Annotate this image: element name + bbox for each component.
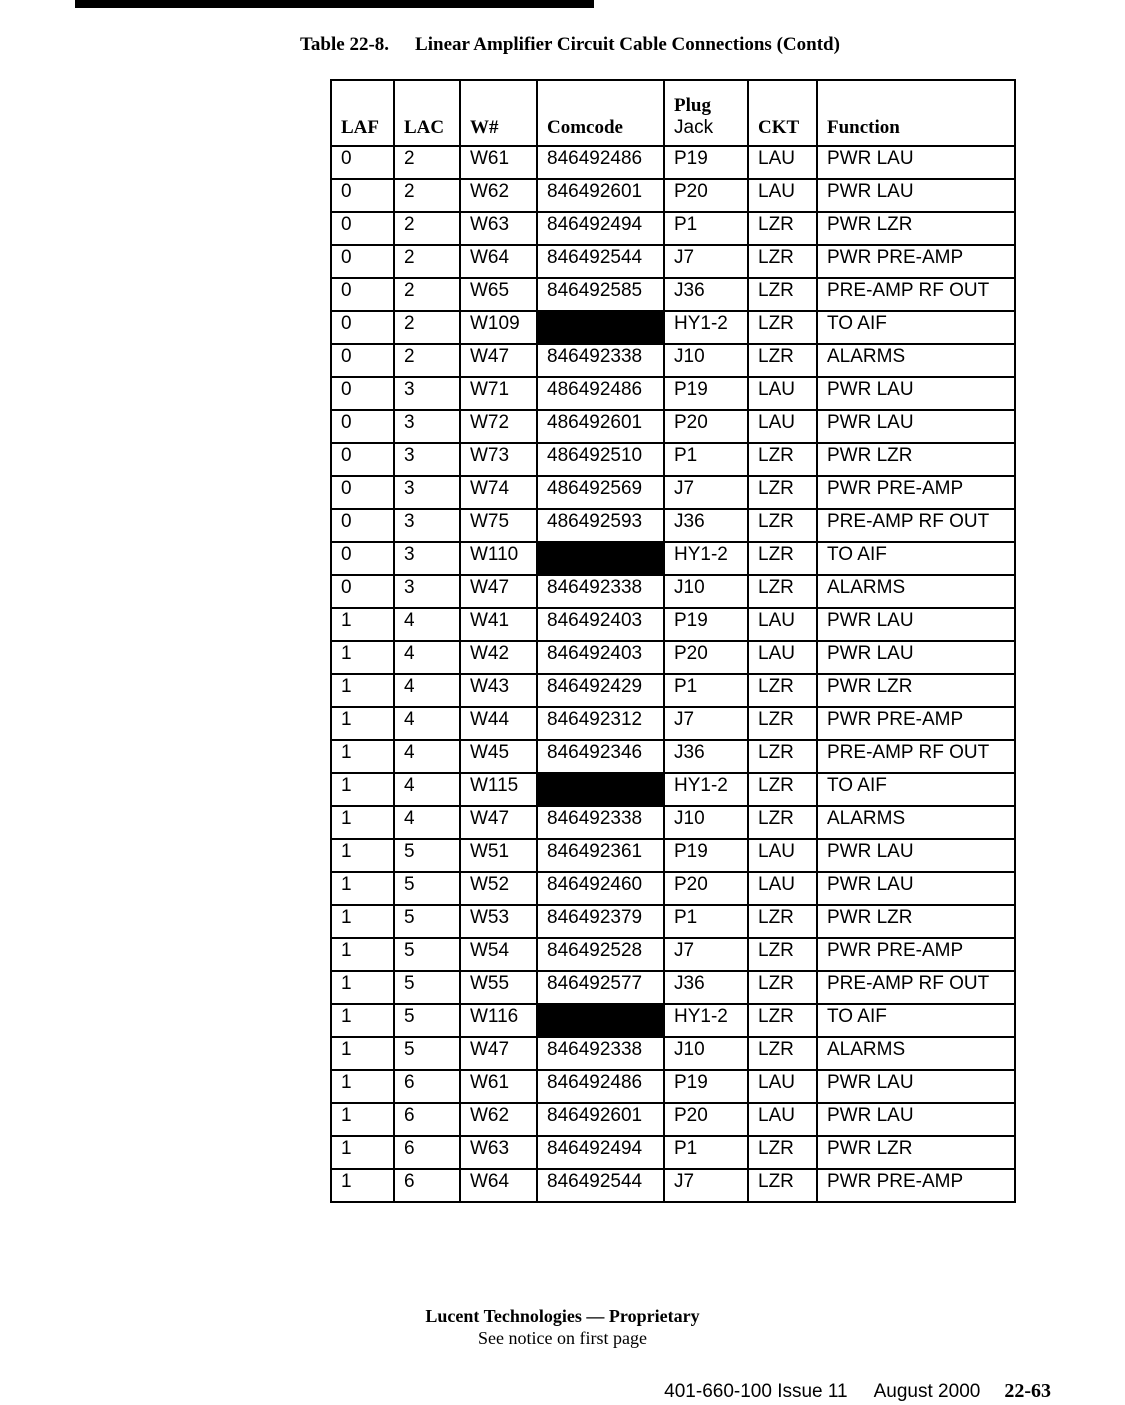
cell-laf: 1 (331, 1169, 394, 1202)
cell-ckt: LZR (748, 1037, 817, 1070)
cell-wnum: W72 (460, 410, 537, 443)
cell-laf: 1 (331, 608, 394, 641)
cell-ckt: LZR (748, 245, 817, 278)
cell-laf: 1 (331, 1103, 394, 1136)
cell-laf: 1 (331, 938, 394, 971)
cell-ckt: LZR (748, 1136, 817, 1169)
cell-function: TO AIF (817, 542, 1015, 575)
cell-wnum: W52 (460, 872, 537, 905)
page-number: 22-63 (1004, 1380, 1051, 1402)
cell-plug-jack: P20 (664, 1103, 748, 1136)
cell-wnum: W47 (460, 344, 537, 377)
cell-laf: 1 (331, 1004, 394, 1037)
cell-plug-jack: P1 (664, 674, 748, 707)
table-row (331, 641, 1015, 674)
cell-comcode: 846492494 (537, 212, 664, 245)
cell-wnum: W109 (460, 311, 537, 344)
footer-notice: See notice on first page (478, 1328, 647, 1348)
cell-ckt: LAU (748, 179, 817, 212)
cell-function: ALARMS (817, 575, 1015, 608)
cell-lac: 3 (394, 542, 460, 575)
cell-laf: 0 (331, 245, 394, 278)
table-row (331, 146, 1015, 179)
cell-plug-jack: HY1-2 (664, 773, 748, 806)
cell-ckt: LZR (748, 476, 817, 509)
cell-comcode: 846492312 (537, 707, 664, 740)
table-caption (300, 34, 840, 56)
cell-lac: 5 (394, 938, 460, 971)
cell-function: PWR PRE-AMP (817, 707, 1015, 740)
cell-ckt: LAU (748, 146, 817, 179)
cell-function: PWR LAU (817, 146, 1015, 179)
cell-comcode: 846492544 (537, 1169, 664, 1202)
cell-ckt: LAU (748, 377, 817, 410)
cell-function: TO AIF (817, 311, 1015, 344)
cell-laf: 0 (331, 278, 394, 311)
table-row (331, 443, 1015, 476)
cell-plug-jack: HY1-2 (664, 542, 748, 575)
cell-ckt: LZR (748, 1169, 817, 1202)
table-header-row (331, 80, 1015, 146)
cell-plug-jack: HY1-2 (664, 311, 748, 344)
table-row (331, 839, 1015, 872)
cell-plug-jack: P19 (664, 146, 748, 179)
cell-function: PWR LAU (817, 1103, 1015, 1136)
cell-wnum: W62 (460, 1103, 537, 1136)
cell-wnum: W116 (460, 1004, 537, 1037)
cell-comcode: 846492494 (537, 1136, 664, 1169)
cell-comcode (537, 773, 664, 806)
cell-plug-jack: P20 (664, 641, 748, 674)
cell-function: PWR LAU (817, 872, 1015, 905)
cell-lac: 4 (394, 773, 460, 806)
cell-laf: 1 (331, 971, 394, 1004)
cell-lac: 3 (394, 575, 460, 608)
cell-lac: 4 (394, 674, 460, 707)
cable-connections-table (330, 79, 1016, 1203)
cell-laf: 1 (331, 1136, 394, 1169)
cell-function: PWR PRE-AMP (817, 476, 1015, 509)
cell-comcode: 846492486 (537, 146, 664, 179)
cell-function: PWR LAU (817, 839, 1015, 872)
cell-function: PRE-AMP RF OUT (817, 509, 1015, 542)
cell-ckt: LAU (748, 410, 817, 443)
header-lac: LAC (394, 80, 460, 146)
cell-wnum: W65 (460, 278, 537, 311)
cell-lac: 4 (394, 707, 460, 740)
table-row (331, 872, 1015, 905)
cell-lac: 2 (394, 245, 460, 278)
cell-lac: 6 (394, 1136, 460, 1169)
cell-comcode (537, 542, 664, 575)
cell-lac: 3 (394, 476, 460, 509)
table-row (331, 377, 1015, 410)
cell-function: TO AIF (817, 1004, 1015, 1037)
cell-comcode: 846492585 (537, 278, 664, 311)
cell-laf: 1 (331, 839, 394, 872)
cell-function: PWR PRE-AMP (817, 1169, 1015, 1202)
table-row (331, 740, 1015, 773)
cell-function: PWR LAU (817, 410, 1015, 443)
cell-wnum: W43 (460, 674, 537, 707)
cell-comcode (537, 1004, 664, 1037)
cell-wnum: W55 (460, 971, 537, 1004)
table-row (331, 476, 1015, 509)
cell-lac: 5 (394, 1037, 460, 1070)
cell-comcode: 846492361 (537, 839, 664, 872)
cell-wnum: W61 (460, 146, 537, 179)
cell-lac: 3 (394, 509, 460, 542)
cell-wnum: W110 (460, 542, 537, 575)
cell-ckt: LZR (748, 1004, 817, 1037)
cell-ckt: LZR (748, 212, 817, 245)
cell-comcode: 486492569 (537, 476, 664, 509)
table-title: Linear Amplifier Circuit Cable Connections (Contd) (415, 34, 840, 55)
cell-plug-jack: P20 (664, 872, 748, 905)
cell-function: TO AIF (817, 773, 1015, 806)
cell-laf: 1 (331, 740, 394, 773)
cell-laf: 1 (331, 641, 394, 674)
top-rule (75, 0, 594, 8)
footer-company: Lucent Technologies — Proprietary (425, 1306, 700, 1326)
cell-laf: 0 (331, 509, 394, 542)
cell-laf: 1 (331, 806, 394, 839)
cell-comcode: 486492510 (537, 443, 664, 476)
table-row (331, 278, 1015, 311)
cell-ckt: LAU (748, 1103, 817, 1136)
table-row (331, 971, 1015, 1004)
cell-ckt: LZR (748, 905, 817, 938)
cell-function: PWR LZR (817, 212, 1015, 245)
table-row (331, 410, 1015, 443)
cell-comcode: 846492486 (537, 1070, 664, 1103)
cell-plug-jack: J7 (664, 1169, 748, 1202)
cell-plug-jack: P19 (664, 608, 748, 641)
cell-ckt: LZR (748, 971, 817, 1004)
cell-lac: 2 (394, 179, 460, 212)
cell-wnum: W45 (460, 740, 537, 773)
cell-plug-jack: J36 (664, 509, 748, 542)
cell-wnum: W47 (460, 806, 537, 839)
cell-plug-jack: J36 (664, 278, 748, 311)
cell-comcode: 846492601 (537, 179, 664, 212)
cell-function: ALARMS (817, 1037, 1015, 1070)
cell-lac: 6 (394, 1103, 460, 1136)
table-row (331, 773, 1015, 806)
cell-comcode: 846492403 (537, 641, 664, 674)
cell-lac: 4 (394, 608, 460, 641)
cell-wnum: W71 (460, 377, 537, 410)
cell-lac: 2 (394, 344, 460, 377)
cell-laf: 0 (331, 476, 394, 509)
cell-comcode: 486492601 (537, 410, 664, 443)
cell-wnum: W64 (460, 1169, 537, 1202)
cell-function: PWR LZR (817, 905, 1015, 938)
cell-function: PRE-AMP RF OUT (817, 278, 1015, 311)
cell-wnum: W73 (460, 443, 537, 476)
cell-ckt: LAU (748, 641, 817, 674)
cell-plug-jack: J7 (664, 476, 748, 509)
cell-laf: 1 (331, 674, 394, 707)
cell-ckt: LAU (748, 872, 817, 905)
cell-comcode: 486492486 (537, 377, 664, 410)
cell-ckt: LZR (748, 575, 817, 608)
cell-ckt: LZR (748, 278, 817, 311)
cell-ckt: LAU (748, 1070, 817, 1103)
cell-plug-jack: P1 (664, 212, 748, 245)
cell-wnum: W74 (460, 476, 537, 509)
cell-laf: 0 (331, 542, 394, 575)
header-laf: LAF (331, 80, 394, 146)
cell-function: PWR LZR (817, 443, 1015, 476)
header-jack: Jack (674, 117, 714, 138)
cell-comcode: 846492601 (537, 1103, 664, 1136)
cell-wnum: W42 (460, 641, 537, 674)
cell-ckt: LZR (748, 311, 817, 344)
cell-wnum: W47 (460, 1037, 537, 1070)
table-row (331, 245, 1015, 278)
cell-ckt: LZR (748, 707, 817, 740)
table-row (331, 1070, 1015, 1103)
cell-wnum: W64 (460, 245, 537, 278)
cell-wnum: W44 (460, 707, 537, 740)
cell-lac: 5 (394, 839, 460, 872)
cell-plug-jack: P1 (664, 1136, 748, 1169)
cell-function: PWR PRE-AMP (817, 245, 1015, 278)
cell-wnum: W63 (460, 212, 537, 245)
cell-lac: 2 (394, 146, 460, 179)
cell-wnum: W54 (460, 938, 537, 971)
cell-lac: 4 (394, 806, 460, 839)
cell-function: PWR LAU (817, 1070, 1015, 1103)
cell-plug-jack: J7 (664, 707, 748, 740)
cell-comcode (537, 311, 664, 344)
cell-plug-jack: P19 (664, 839, 748, 872)
cell-function: PWR LZR (817, 674, 1015, 707)
cell-comcode: 846492528 (537, 938, 664, 971)
header-plug: Plug (674, 95, 711, 116)
cell-lac: 5 (394, 905, 460, 938)
cell-ckt: LZR (748, 542, 817, 575)
cell-lac: 5 (394, 971, 460, 1004)
cell-plug-jack: HY1-2 (664, 1004, 748, 1037)
cell-lac: 2 (394, 311, 460, 344)
cell-laf: 1 (331, 707, 394, 740)
table-row (331, 707, 1015, 740)
cell-laf: 0 (331, 377, 394, 410)
cell-function: PRE-AMP RF OUT (817, 740, 1015, 773)
table-row (331, 179, 1015, 212)
cell-lac: 3 (394, 377, 460, 410)
cell-comcode: 846492338 (537, 1037, 664, 1070)
cell-plug-jack: J10 (664, 575, 748, 608)
table-row (331, 575, 1015, 608)
table-number: Table 22-8. (300, 34, 390, 55)
header-wnum: W# (460, 80, 537, 146)
cell-wnum: W75 (460, 509, 537, 542)
table-row (331, 212, 1015, 245)
cell-ckt: LZR (748, 806, 817, 839)
cell-plug-jack: P1 (664, 443, 748, 476)
table-row (331, 938, 1015, 971)
cell-ckt: LZR (748, 773, 817, 806)
cell-wnum: W41 (460, 608, 537, 641)
cell-lac: 4 (394, 740, 460, 773)
cell-plug-jack: J7 (664, 245, 748, 278)
cell-plug-jack: P20 (664, 410, 748, 443)
cell-ckt: LAU (748, 839, 817, 872)
cell-laf: 1 (331, 773, 394, 806)
cell-function: PWR LZR (817, 1136, 1015, 1169)
cell-laf: 1 (331, 872, 394, 905)
cell-lac: 4 (394, 641, 460, 674)
cell-plug-jack: P19 (664, 1070, 748, 1103)
cell-wnum: W61 (460, 1070, 537, 1103)
cell-comcode: 846492346 (537, 740, 664, 773)
cell-laf: 1 (331, 1070, 394, 1103)
cell-lac: 6 (394, 1070, 460, 1103)
header-ckt: CKT (748, 80, 817, 146)
cell-plug-jack: J10 (664, 344, 748, 377)
cell-lac: 2 (394, 212, 460, 245)
cell-ckt: LAU (748, 608, 817, 641)
cell-comcode: 846492379 (537, 905, 664, 938)
doc-number: 401-660-100 Issue 11 (664, 1381, 848, 1402)
cell-lac: 3 (394, 410, 460, 443)
cell-lac: 6 (394, 1169, 460, 1202)
cell-comcode: 846492338 (537, 575, 664, 608)
cell-comcode: 846492338 (537, 806, 664, 839)
cell-laf: 0 (331, 410, 394, 443)
cell-plug-jack: P1 (664, 905, 748, 938)
table-row (331, 1037, 1015, 1070)
table-row (331, 1103, 1015, 1136)
cell-comcode: 846492338 (537, 344, 664, 377)
cell-function: PWR LAU (817, 377, 1015, 410)
cell-plug-jack: J10 (664, 806, 748, 839)
cell-wnum: W51 (460, 839, 537, 872)
cell-laf: 0 (331, 146, 394, 179)
cell-function: PWR PRE-AMP (817, 938, 1015, 971)
cell-lac: 3 (394, 443, 460, 476)
table-row (331, 674, 1015, 707)
cell-function: PWR LAU (817, 641, 1015, 674)
cell-comcode: 846492577 (537, 971, 664, 1004)
table-row (331, 905, 1015, 938)
cell-wnum: W63 (460, 1136, 537, 1169)
page-footer (664, 1380, 1051, 1403)
header-comcode: Comcode (537, 80, 664, 146)
cell-comcode: 846492544 (537, 245, 664, 278)
cell-function: ALARMS (817, 344, 1015, 377)
table-row (331, 542, 1015, 575)
cell-comcode: 486492593 (537, 509, 664, 542)
table-row (331, 806, 1015, 839)
cell-comcode: 846492429 (537, 674, 664, 707)
cell-wnum: W115 (460, 773, 537, 806)
cell-laf: 1 (331, 905, 394, 938)
cell-laf: 0 (331, 179, 394, 212)
table-row (331, 509, 1015, 542)
cell-laf: 0 (331, 443, 394, 476)
cell-ckt: LZR (748, 344, 817, 377)
cell-plug-jack: P19 (664, 377, 748, 410)
cell-plug-jack: J36 (664, 740, 748, 773)
cell-function: ALARMS (817, 806, 1015, 839)
cell-lac: 5 (394, 1004, 460, 1037)
cell-ckt: LZR (748, 674, 817, 707)
cell-plug-jack: J36 (664, 971, 748, 1004)
table-row (331, 1004, 1015, 1037)
cell-comcode: 846492460 (537, 872, 664, 905)
issue-date: August 2000 (873, 1381, 981, 1402)
cell-plug-jack: P20 (664, 179, 748, 212)
table-row (331, 311, 1015, 344)
cell-ckt: LZR (748, 509, 817, 542)
table-row (331, 1169, 1015, 1202)
cell-function: PWR LAU (817, 608, 1015, 641)
cell-comcode: 846492403 (537, 608, 664, 641)
cell-laf: 0 (331, 344, 394, 377)
cell-plug-jack: J7 (664, 938, 748, 971)
cell-function: PWR LAU (817, 179, 1015, 212)
table-row (331, 608, 1015, 641)
cell-function: PRE-AMP RF OUT (817, 971, 1015, 1004)
cell-ckt: LZR (748, 443, 817, 476)
cell-wnum: W53 (460, 905, 537, 938)
cell-ckt: LZR (748, 740, 817, 773)
cell-laf: 0 (331, 575, 394, 608)
header-plug-jack (664, 80, 748, 146)
cell-laf: 0 (331, 311, 394, 344)
table-body (331, 146, 1015, 1202)
header-function: Function (817, 80, 1015, 146)
cell-lac: 5 (394, 872, 460, 905)
cell-laf: 1 (331, 1037, 394, 1070)
cell-plug-jack: J10 (664, 1037, 748, 1070)
cell-ckt: LZR (748, 938, 817, 971)
table-row (331, 344, 1015, 377)
table-row (331, 1136, 1015, 1169)
cell-lac: 2 (394, 278, 460, 311)
cell-wnum: W47 (460, 575, 537, 608)
cell-wnum: W62 (460, 179, 537, 212)
cell-laf: 0 (331, 212, 394, 245)
